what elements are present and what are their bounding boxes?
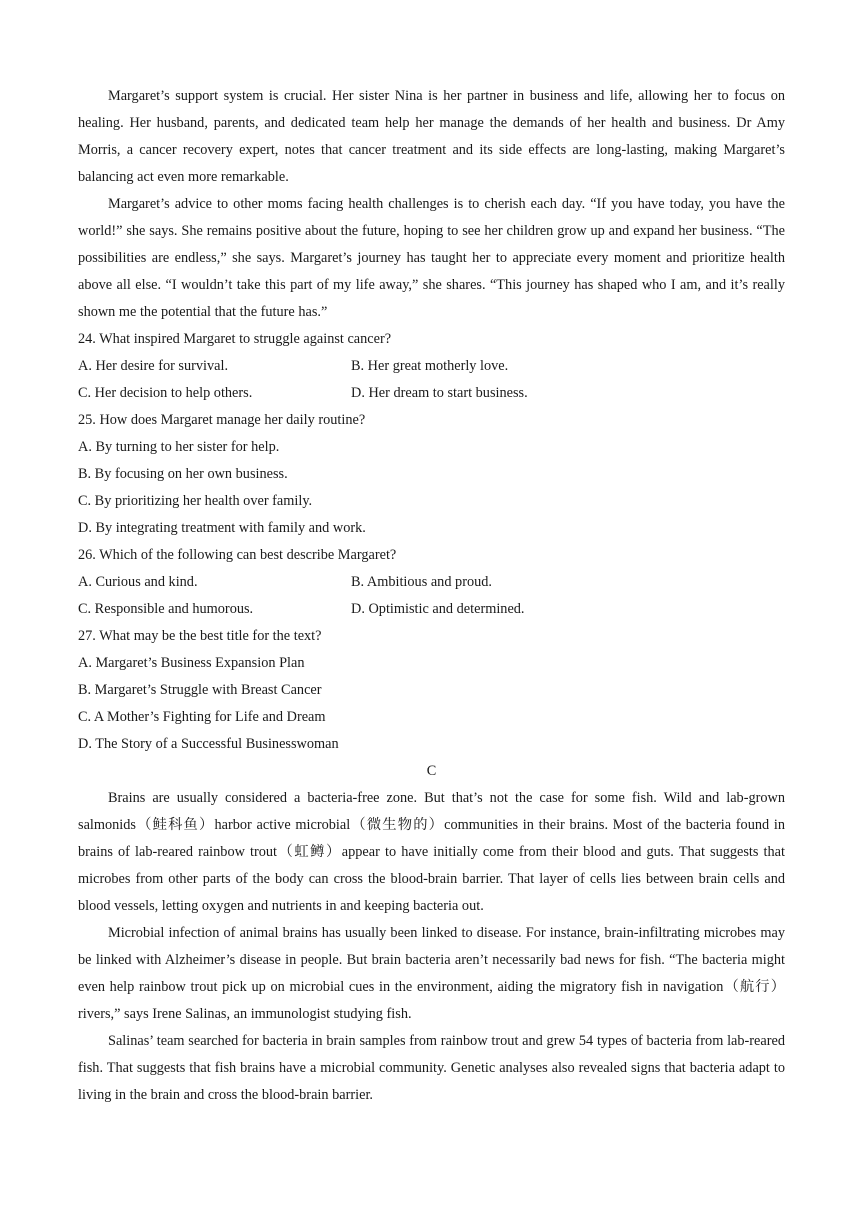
question-26-stem: 26. Which of the following can best describe Margaret?	[78, 547, 397, 563]
question-24-option-a: A. Her desire for survival.	[78, 358, 229, 374]
question-24-stem: 24. What inspired Margaret to struggle against cancer?	[78, 331, 392, 347]
question-24-option-c: C. Her decision to help others.	[78, 385, 253, 401]
question-24-options-row-2	[78, 380, 785, 407]
question-25-option-d: D. By integrating treatment with family and work.	[78, 520, 366, 536]
question-24-options-row-1	[78, 353, 785, 380]
question-26-options-row-1	[78, 569, 785, 596]
question-25-option-a: A. By turning to her sister for help.	[78, 439, 280, 455]
question-24-option-d: D. Her dream to start business.	[351, 385, 528, 401]
question-24-option-b: B. Her great motherly love.	[351, 358, 509, 374]
question-26-option-d: D. Optimistic and determined.	[351, 601, 525, 617]
question-27-stem: 27. What may be the best title for the text?	[78, 628, 322, 644]
question-26-option-a: A. Curious and kind.	[78, 574, 198, 590]
passage-b-paragraph-2: Margaret’s advice to other moms facing health challenges is to cherish each day. “If you have today, you have the world!” she says. She remains positive about the future, hoping to see her children grow up and expand her business. “The possibilities are endless,” she says. Margaret’s journey has taught her to appreciate every moment and prioritize health above all else. “I wouldn’t take this part of my life away,” she shares. “This journey has shaped who I am, and it’s really shown me the potential that the future has.”	[78, 196, 785, 320]
question-25-option-b: B. By focusing on her own business.	[78, 466, 288, 482]
question-26-option-b: B. Ambitious and proud.	[351, 574, 492, 590]
question-27-option-c: C. A Mother’s Fighting for Life and Dream	[78, 709, 326, 725]
question-27-option-d: D. The Story of a Successful Businesswoman	[78, 736, 339, 752]
passage-c-paragraph-2: Microbial infection of animal brains has usually been linked to disease. For instance, brain-infiltrating microbes may be linked with Alzheimer’s disease in people. But brain bacteria aren’t necessarily bad news for fish. “The bacteria might even help rainbow trout pick up on microbial cues in the environment, aiding the migratory fish in navigation（航行）rivers,” says Irene Salinas, an immunologist studying fish.	[78, 925, 785, 1022]
question-27-option-b: B. Margaret’s Struggle with Breast Cancer	[78, 682, 322, 698]
question-26-options-row-2	[78, 596, 785, 623]
document-page	[78, 83, 785, 1109]
section-c-heading: C	[426, 763, 437, 779]
question-25-stem: 25. How does Margaret manage her daily routine?	[78, 412, 366, 428]
question-25-option-c: C. By prioritizing her health over family.	[78, 493, 313, 509]
question-27-option-a: A. Margaret’s Business Expansion Plan	[78, 655, 305, 671]
passage-b-paragraph-1: Margaret’s support system is crucial. Her sister Nina is her partner in business and life, allowing her to focus on healing. Her husband, parents, and dedicated team help her manage the demands of her health and business. Dr Amy Morris, a cancer recovery expert, notes that cancer treatment and its side effects are long-lasting, making Margaret’s balancing act even more remarkable.	[78, 88, 785, 185]
passage-c-paragraph-1: Brains are usually considered a bacteria-free zone. But that’s not the case for some fish. Wild and lab-grown salmonids（鲑科鱼）harbor active microbial（微生物的）communities in their brains. Most of the bacteria found in brains of lab-reared rainbow trout（虹鳟）appear to have initially come from their blood and guts. That suggests that microbes from other parts of the body can cross the blood-brain barrier. That layer of cells lies between brain cells and blood vessels, letting oxygen and nutrients in and keeping bacteria out.	[78, 790, 785, 914]
passage-c-paragraph-3: Salinas’ team searched for bacteria in brain samples from rainbow trout and grew 54 types of bacteria from lab-reared fish. That suggests that fish brains have a microbial community. Genetic analyses also revealed signs that bacteria adapt to living in the brain and cross the blood-brain barrier.	[78, 1033, 785, 1103]
question-26-option-c: C. Responsible and humorous.	[78, 601, 254, 617]
